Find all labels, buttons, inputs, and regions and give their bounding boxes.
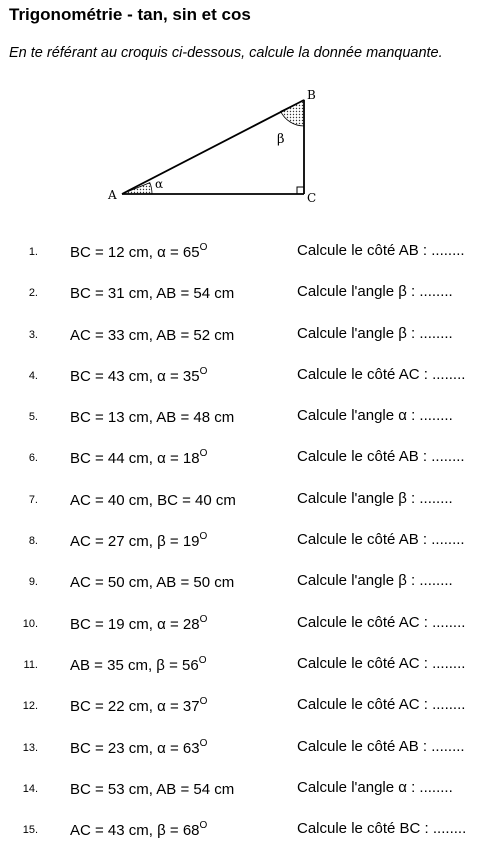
exercise-given: AC = 40 cm, BC = 40 cm [70, 491, 236, 509]
degree-symbol: O [199, 242, 208, 253]
side-ab [122, 100, 304, 194]
exercise-given: BC = 53 cm, AB = 54 cm [70, 780, 235, 798]
exercise-number: 11. [23, 658, 38, 671]
exercise-number: 10. [22, 617, 38, 630]
exercise-given: AC = 50 cm, AB = 50 cm [70, 574, 235, 592]
exercise-given: AC = 33 cm, AB = 52 cm [70, 326, 235, 344]
exercise-task: Calcule le côté AC : ........ [297, 696, 466, 714]
exercise-number: 8. [28, 535, 38, 548]
exercise-task: Calcule l'angle α : ........ [297, 778, 453, 796]
exercise-task: Calcule le côté AB : ........ [297, 448, 465, 466]
exercise-row [0, 643, 503, 684]
exercise-given: BC = 43 cm, $\alpha = 35^O$ [70, 365, 208, 385]
exercise-number: 5. [28, 411, 38, 424]
triangle-figure [100, 86, 330, 208]
exercise-number: 12. [22, 700, 38, 713]
exercise-task: Calcule l'angle α : ........ [297, 407, 453, 425]
exercise-given: BC = 19 cm, $\alpha = 28^O$ [70, 613, 208, 633]
exercise-task: Calcule l'angle β : ........ [297, 324, 453, 342]
exercise-row [0, 726, 503, 767]
exercise-row [0, 230, 503, 271]
degree-symbol: O [198, 654, 207, 666]
exercise-given: BC = 23 cm, $\alpha = 63^O$ [70, 737, 208, 757]
exercise-row [0, 519, 503, 560]
exercise-given: BC = 31 cm, AB = 54 cm [70, 285, 235, 303]
exercise-given: AC = 27 cm, $\beta = 19^O$ [70, 531, 208, 551]
exercise-number: 15. [22, 824, 38, 837]
exercise-task: Calcule le côté AB : ........ [297, 737, 465, 755]
degree-symbol: O [199, 737, 208, 749]
exercise-given: BC = 12 cm, $\alpha = 65^O$ [70, 242, 208, 261]
exercise-task: Calcule le côté AC : ........ [297, 654, 466, 672]
exercise-number: 9. [28, 576, 38, 589]
degree-symbol: O [199, 531, 208, 543]
exercise-row [0, 560, 503, 601]
page-title: Trigonométrie - tan, sin et cos [9, 5, 251, 24]
exercise-task: Calcule le côté AC : ........ [297, 613, 466, 631]
exercise-row [0, 684, 503, 725]
degree-symbol: O [199, 820, 208, 832]
exercise-given: AB = 35 cm, $\beta = 56^O$ [70, 654, 207, 674]
exercise-given: BC = 44 cm, $\alpha = 18^O$ [70, 448, 208, 468]
exercise-task: Calcule l'angle β : ........ [297, 572, 453, 590]
exercise-task: Calcule le côté AB : ........ [297, 531, 465, 549]
exercise-number: 13. [22, 741, 38, 754]
vertex-b-label: B [307, 88, 316, 102]
instruction-text: En te référant au croquis ci-dessous, calcule la donnée manquante. [9, 45, 443, 61]
vertex-c-label: C [307, 191, 317, 205]
exercise-list [0, 230, 503, 849]
right-angle-mark [297, 187, 304, 194]
exercise-given: BC = 13 cm, AB = 48 cm [70, 409, 235, 427]
exercise-task: Calcule l'angle β : ........ [297, 489, 453, 507]
degree-symbol: O [199, 448, 208, 460]
exercise-row [0, 767, 503, 808]
exercise-number: 14. [22, 782, 38, 795]
exercise-number: 3. [28, 328, 38, 341]
exercise-row [0, 602, 503, 643]
exercise-number: 6. [28, 452, 38, 465]
exercise-row [0, 313, 503, 354]
exercise-given: AC = 43 cm, $\beta = 68^O$ [70, 820, 208, 840]
exercise-row [0, 436, 503, 477]
exercise-number: 7. [28, 493, 38, 506]
exercise-task: Calcule le côté AC : ........ [297, 365, 466, 383]
degree-symbol: O [199, 696, 208, 708]
exercise-row [0, 395, 503, 436]
angle-beta-shading [281, 100, 304, 126]
degree-symbol: O [199, 365, 208, 377]
angle-alpha-label: α [155, 177, 164, 191]
exercise-task: Calcule le côté AB : ........ [297, 242, 465, 259]
exercise-task: Calcule le côté BC : ........ [297, 820, 467, 838]
exercise-row [0, 354, 503, 395]
angle-beta-label: β [277, 132, 285, 147]
exercise-number: 4. [28, 369, 38, 382]
exercise-row [0, 478, 503, 519]
exercise-number: 2. [28, 287, 38, 300]
exercise-number: 1. [28, 246, 38, 258]
exercise-task: Calcule l'angle β : ........ [297, 283, 453, 301]
degree-symbol: O [199, 613, 208, 625]
exercise-given: BC = 22 cm, $\alpha = 37^O$ [70, 696, 208, 716]
vertex-a-label: A [108, 188, 117, 202]
exercise-row [0, 271, 503, 312]
